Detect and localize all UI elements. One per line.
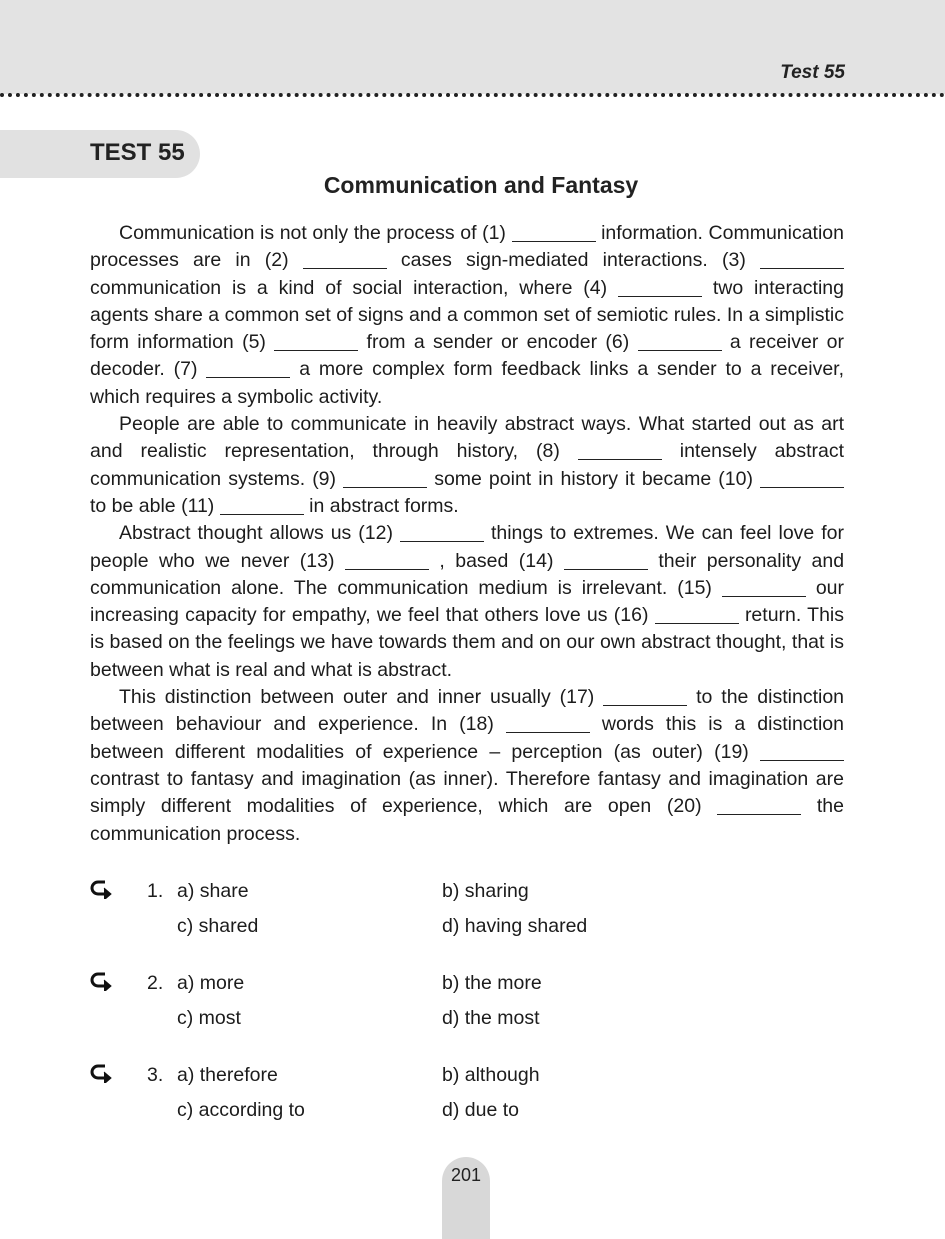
question-number: 2. — [147, 972, 164, 994]
test-label-tab — [0, 130, 200, 178]
question-number: 1. — [147, 880, 164, 902]
blank-5 — [274, 331, 358, 352]
blank-6 — [638, 331, 722, 352]
blank-14 — [564, 549, 648, 570]
option-c[interactable]: c) according to — [177, 1099, 305, 1121]
option-a[interactable]: a) share — [177, 880, 249, 902]
blank-8 — [578, 440, 662, 461]
arrow-return-icon — [90, 879, 114, 899]
arrow-return-icon — [90, 971, 114, 991]
blank-18 — [506, 713, 590, 734]
paragraph-3: Abstract thought allows us (12) things to extremes. We can feel love for people who we never (13) , based (14) their personality and communication alone. The communication medium is irrelevant. (15) our increasing capacity for empathy, we feel that others love us (16) return. This is based on the feelings we have towards them and on our own abstract thought, that is between what is real and what is abstract. — [90, 522, 845, 681]
running-head: Test 55 — [780, 62, 845, 83]
blank-20 — [717, 795, 801, 816]
blank-7 — [206, 358, 290, 379]
paragraph-2: People are able to communicate in heavily abstract ways. What started out as art and realistic representation, through history, (8) intensely abstract communication systems. (9) some point in history it became (10) to be able (11) in abstract forms. — [90, 413, 845, 517]
arrow-return-icon — [90, 1063, 114, 1083]
header-dotted-rule — [0, 93, 945, 97]
paragraph-1: Communication is not only the process of (1) information. Communication processes are in (2) cases sign-mediated interactions. (3) communication is a kind of social interaction, where (4) two interacting agents share a common set of signs and a common set of semiotic rules. In a simplistic form information (5) from a sender or encoder (6) a receiver or decoder. (7) a more complex form feedback links a sender to a receiver, which requires a symbolic activity. — [90, 222, 845, 408]
blank-15 — [722, 576, 806, 597]
passage-title: Communication and Fantasy — [323, 172, 639, 198]
paragraph-4: This distinction between outer and inner usually (17) to the distinction between behaviour and experience. In (18) words this is a distinction between different modalities of experience – perception (as outer) (19) contrast to fantasy and imagination (as inner). Therefore fantasy and imagination are simply different modalities of experience, which are open (20) the communication process. — [90, 686, 845, 845]
option-d[interactable]: d) due to — [442, 1099, 519, 1121]
passage — [90, 220, 844, 848]
option-c[interactable]: c) shared — [177, 915, 259, 937]
option-d[interactable]: d) having shared — [442, 915, 588, 937]
blank-13 — [345, 549, 429, 570]
blank-9 — [343, 467, 427, 488]
blank-4 — [618, 276, 702, 297]
question-1 — [90, 876, 850, 968]
option-d[interactable]: d) the most — [442, 1007, 540, 1029]
blank-3 — [760, 249, 844, 270]
option-b[interactable]: b) the more — [442, 972, 542, 994]
blank-2 — [303, 249, 387, 270]
test-label: TEST 55 — [90, 139, 185, 166]
option-a[interactable]: a) therefore — [177, 1064, 278, 1086]
blank-11 — [220, 494, 304, 515]
question-list — [90, 876, 850, 1152]
option-b[interactable]: b) although — [442, 1064, 540, 1086]
question-number: 3. — [147, 1064, 164, 1086]
page-number-tab — [442, 1157, 490, 1239]
blank-10 — [760, 467, 844, 488]
option-a[interactable]: a) more — [177, 972, 245, 994]
option-b[interactable]: b) sharing — [442, 880, 529, 902]
blank-19 — [760, 740, 844, 761]
option-c[interactable]: c) most — [177, 1007, 241, 1029]
page-number: 201 — [450, 1165, 482, 1185]
blank-1 — [512, 222, 596, 243]
blank-12 — [400, 522, 484, 543]
blank-16 — [655, 604, 739, 625]
question-3 — [90, 1060, 850, 1152]
blank-17 — [603, 686, 687, 707]
question-2 — [90, 968, 850, 1060]
